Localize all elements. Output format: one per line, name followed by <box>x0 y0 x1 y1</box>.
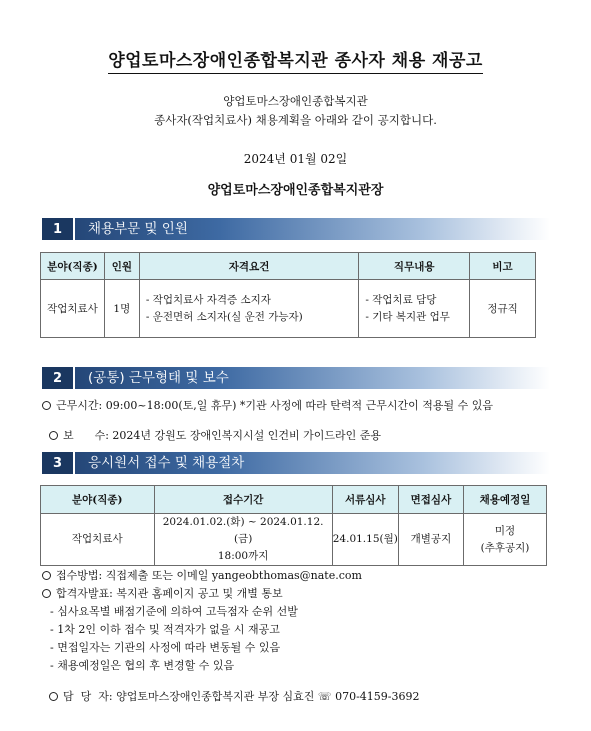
selection-rule-line: - 심사요목별 배점기준에 의하여 고득점자 순위 선발 <box>50 605 298 618</box>
cell-hire-date: 미정 (추후공지) <box>464 514 547 566</box>
cell-note: 정규직 <box>470 280 536 338</box>
header-qualification: 자격요건 <box>139 253 359 280</box>
table-header-row <box>41 253 536 280</box>
table-header-row <box>41 486 547 514</box>
recruitment-table <box>40 252 536 338</box>
application-table <box>40 485 547 566</box>
header-document-review: 서류심사 <box>332 486 398 514</box>
interview-change-line: - 면접일자는 기관의 사정에 따라 변동될 수 있음 <box>50 641 281 654</box>
table-row <box>41 280 536 338</box>
duty-item: - 작업치료 담당 <box>365 293 437 306</box>
intro-line-2: 종사자(작업치료사) 채용계획을 아래와 같이 공지합니다. <box>154 113 437 127</box>
section-number: 2 <box>42 367 75 389</box>
circle-bullet-icon <box>42 401 51 410</box>
section-header-3 <box>42 452 550 474</box>
intro-line-1: 양업토마스장애인종합복지관 <box>223 94 368 108</box>
section-label: 채용부문 및 인원 <box>88 221 188 237</box>
application-method-line: 접수방법: 직접제출 또는 이메일 yangeobthomas@nate.com <box>42 567 362 583</box>
table-row <box>41 514 547 566</box>
announcement-date: 2024년 01월 02일 <box>243 152 348 166</box>
duty-item: - 기타 복지관 업무 <box>365 310 450 323</box>
qualification-item: - 작업치료사 자격증 소지자 <box>145 293 271 306</box>
qualification-item: - 운전면허 소지자(실 운전 가능자) <box>145 310 303 323</box>
contact-line: 담 당 자: 양업토마스장애인종합복지관 부장 심효진 ☏ 070-4159-3692 <box>42 675 420 704</box>
cell-field: 작업치료사 <box>41 280 105 338</box>
contact-phone: 070-4159-3692 <box>335 690 420 703</box>
circle-bullet-icon <box>42 589 51 598</box>
section-label: 응시원서 접수 및 채용절차 <box>88 455 245 471</box>
header-hire-date: 채용예정일 <box>464 486 547 514</box>
cell-interview: 개별공지 <box>398 514 463 566</box>
header-count: 인원 <box>104 253 139 280</box>
salary-line: 보 수: 2024년 강원도 장애인복지시설 인건비 가이드라인 준용 <box>42 414 381 443</box>
cell-field: 작업치료사 <box>41 514 155 566</box>
result-notice-line: 합격자발표: 복지관 홈페이지 공고 및 개별 통보 <box>42 585 283 601</box>
circle-bullet-icon <box>42 571 51 580</box>
section-header-2 <box>42 367 550 389</box>
document-title: 양업토마스장애인종합복지관 종사자 채용 재공고 <box>0 46 591 71</box>
header-interview: 면접심사 <box>398 486 463 514</box>
cell-duty <box>359 280 470 338</box>
header-note: 비고 <box>470 253 536 280</box>
hire-date-change-line: - 채용예정일은 협의 후 변경할 수 있음 <box>50 659 235 672</box>
header-field: 분야(직종) <box>41 253 105 280</box>
phone-icon: ☏ <box>317 690 332 703</box>
circle-bullet-icon <box>49 431 58 440</box>
cell-period: 2024.01.02.(화) ~ 2024.01.12.(금) 18:00까지 <box>154 514 332 566</box>
cell-qualification <box>139 280 359 338</box>
section-header-1 <box>42 218 550 240</box>
header-duty: 직무내용 <box>359 253 470 280</box>
section-number: 3 <box>42 452 75 474</box>
section-label: (공통) 근무형태 및 보수 <box>88 370 229 386</box>
section-number: 1 <box>42 218 75 240</box>
header-period: 접수기간 <box>154 486 332 514</box>
header-field: 분야(직종) <box>41 486 155 514</box>
cell-document-review: 24.01.15(월) <box>332 514 398 566</box>
signer: 양업토마스장애인종합복지관장 <box>207 183 384 198</box>
reannouncement-line: - 1차 2인 이하 접수 및 적격자가 없을 시 재공고 <box>50 623 280 636</box>
circle-bullet-icon <box>49 692 58 701</box>
work-hours-line: 근무시간: 09:00~18:00(토,일 휴무) *기관 사정에 따라 탄력적 근무시간이 적용될 수 있음 <box>42 397 493 413</box>
cell-count: 1명 <box>104 280 139 338</box>
